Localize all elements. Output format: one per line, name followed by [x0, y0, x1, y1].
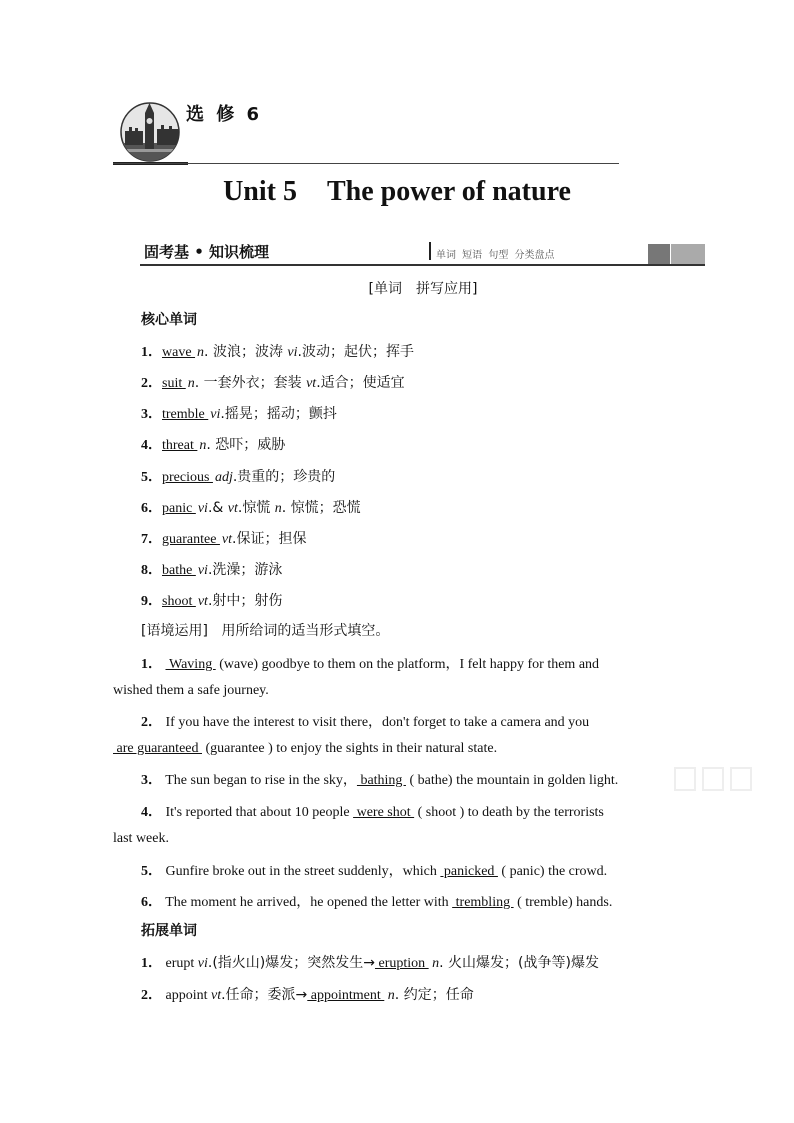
part-of-speech: n — [197, 345, 205, 360]
sub-heading: [单词 拼写应用] — [368, 281, 478, 297]
item-number: 6． — [141, 895, 162, 910]
definition-text: . 一套外衣；套装 — [194, 375, 307, 391]
extended-word-item — [141, 952, 599, 972]
part-of-speech: n — [387, 988, 395, 1003]
part-of-speech: n — [199, 438, 207, 453]
definition-text: .保证；担保 — [232, 531, 307, 547]
text-segment: Gunfire broke out in the street suddenly，which — [165, 864, 441, 879]
core-word-item — [141, 372, 405, 392]
section-subtitle: 单词 短语 句型 分类盘点 — [436, 250, 555, 261]
definition-text: . 波浪；波涛 — [204, 344, 288, 360]
item-number: 6． — [141, 501, 162, 516]
core-word-item — [141, 466, 335, 486]
definition-text: .洗澡；游泳 — [207, 562, 283, 578]
answer-word: panicked — [440, 864, 498, 879]
section-block-dark — [648, 244, 670, 264]
context-use-heading — [141, 620, 389, 640]
definition-text: . 约定；任命 — [394, 987, 474, 1003]
item-number: 2． — [141, 715, 162, 730]
core-word-item — [141, 528, 306, 548]
answer-word: trembling — [452, 895, 514, 910]
core-word-item — [141, 559, 282, 579]
part-of-speech: vi — [197, 956, 208, 971]
header-rule — [113, 163, 619, 164]
exercise-item — [141, 711, 589, 731]
section-block-light — [671, 244, 705, 264]
core-word-item — [141, 434, 285, 454]
context-use-label: [语境运用] — [141, 623, 208, 639]
text-segment: wished them a safe journey. — [113, 683, 269, 698]
text-segment: ( shoot ) to death by the terrorists — [414, 805, 604, 820]
book-label: 选 修 6 — [186, 104, 263, 125]
unit-name: The power of nature — [326, 176, 571, 207]
answer-word: Waving — [165, 657, 216, 672]
section-title: 固考基 • 知识梳理 — [144, 243, 270, 261]
vocab-word: tremble — [162, 407, 209, 422]
text-segment: ( bathe) the mountain in golden light. — [405, 773, 619, 788]
item-number: 5． — [141, 470, 162, 485]
part-of-speech: n — [187, 376, 195, 391]
text-segment: erupt — [165, 956, 198, 971]
text-segment: ( panic) the crowd. — [497, 864, 608, 879]
core-word-item — [141, 403, 337, 423]
item-number: 2． — [141, 988, 162, 1003]
part-of-speech: n — [274, 501, 282, 516]
extended-words-label: 拓展单词 — [141, 923, 197, 939]
part-of-speech: vt — [221, 532, 233, 547]
part-of-speech: n — [432, 956, 440, 971]
section-underline — [140, 264, 705, 266]
exercise-item — [141, 860, 607, 880]
answer-word: eruption — [374, 956, 429, 971]
item-number: 2． — [141, 376, 162, 391]
part-of-speech: vt — [306, 376, 317, 391]
answer-word: were shot — [353, 805, 415, 820]
definition-text: .射中；射伤 — [207, 593, 283, 609]
core-word-item — [141, 497, 361, 517]
definition-text: . 恐吓；威胁 — [206, 437, 286, 453]
context-use-instruction: 用所给词的适当形式填空。 — [221, 623, 390, 639]
item-number: 3． — [141, 773, 162, 788]
item-number: 4． — [141, 438, 162, 453]
answer-word: appointment — [307, 988, 385, 1003]
vocab-word: threat — [162, 438, 198, 453]
core-word-item — [141, 341, 414, 361]
text-segment: (wave) goodbye to them on the platform，I felt happy for them and — [215, 657, 600, 672]
text-segment: ( tremble) hands. — [513, 895, 613, 910]
vocab-word: panic — [162, 501, 196, 516]
exercise-item — [141, 653, 599, 673]
exercise-item — [141, 801, 604, 821]
text-segment: It's reported that about 10 people — [165, 805, 354, 820]
vocab-word: wave — [162, 345, 196, 360]
part-of-speech: vi — [197, 501, 208, 516]
core-words-label: 核心单词 — [141, 312, 197, 328]
section-bar — [140, 238, 705, 266]
definition-text: .波动；起伏；挥手 — [297, 344, 414, 360]
book-emblem — [119, 101, 185, 163]
part-of-speech: vt — [227, 501, 238, 516]
item-number: 1． — [141, 345, 162, 360]
text-segment: last week. — [113, 831, 169, 846]
core-word-item — [141, 590, 282, 610]
extended-word-item — [141, 984, 474, 1004]
exercise-item — [141, 891, 612, 911]
vocab-word: precious — [162, 470, 213, 485]
part-of-speech: adj — [214, 470, 233, 485]
definition-text: .摇晃；摇动；颤抖 — [220, 406, 337, 422]
exercise-continuation — [113, 831, 169, 847]
vocab-word: suit — [162, 376, 186, 391]
part-of-speech: vi — [287, 345, 298, 360]
definition-text: . 火山爆发；(战争等)爆发 — [439, 955, 599, 971]
section-separator — [429, 242, 431, 260]
part-of-speech: vt — [197, 594, 208, 609]
vocab-word: bathe — [162, 563, 196, 578]
item-number: 1． — [141, 657, 162, 672]
watermark — [673, 764, 763, 801]
part-of-speech: vi — [197, 563, 208, 578]
text-segment: appoint — [165, 988, 211, 1003]
text-segment: The sun began to rise in the sky， — [165, 773, 357, 788]
item-number: 3． — [141, 407, 162, 422]
vocab-word: shoot — [162, 594, 196, 609]
definition-text: . 惊慌；恐慌 — [281, 500, 361, 516]
part-of-speech: vt — [211, 988, 222, 1003]
unit-number: Unit 5 — [223, 176, 297, 207]
definition-text: .任命；委派→ — [221, 987, 308, 1003]
item-number: 5． — [141, 864, 162, 879]
part-of-speech: vi — [210, 407, 221, 422]
vocab-word: guarantee — [162, 532, 220, 547]
answer-word: bathing — [356, 773, 406, 788]
text-segment: The moment he arrived，he opened the letter with — [165, 895, 453, 910]
definition-text: .惊慌 — [237, 500, 275, 516]
answer-word: are guaranteed — [113, 741, 202, 756]
item-number: 1． — [141, 956, 162, 971]
item-number: 8． — [141, 563, 162, 578]
definition-text: .适合；使适宜 — [316, 375, 405, 391]
text-segment: If you have the interest to visit there，don't forget to take a camera and you — [165, 715, 590, 730]
unit-title — [0, 176, 794, 208]
definition-text: .(指火山)爆发；突然发生→ — [207, 955, 375, 971]
definition-text: .贵重的；珍贵的 — [232, 469, 336, 485]
definition-text: .& — [207, 500, 228, 516]
item-number: 7． — [141, 532, 162, 547]
exercise-item — [141, 769, 618, 789]
item-number: 4． — [141, 805, 162, 820]
text-segment: (guarantee ) to enjoy the sights in their natural state. — [202, 741, 498, 756]
item-number: 9． — [141, 594, 162, 609]
exercise-continuation — [113, 741, 497, 757]
exercise-continuation — [113, 683, 269, 699]
